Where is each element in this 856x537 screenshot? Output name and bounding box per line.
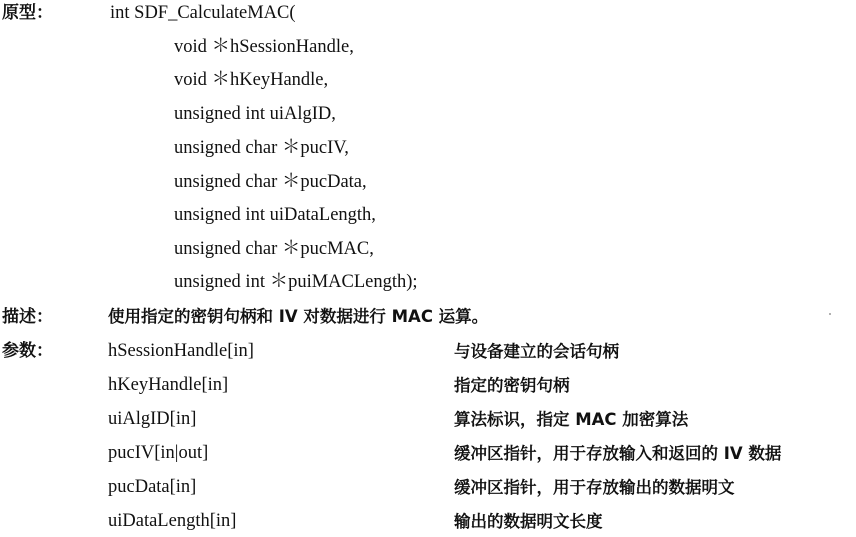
param-description: 缓冲区指针，用于存放输出的数据明文 — [454, 478, 735, 497]
prototype-param-line: unsigned int uiDataLength, — [174, 205, 376, 225]
prototype-param-line: unsigned int ＊puiMACLength); — [174, 272, 418, 292]
param-name: hSessionHandle[in] — [108, 341, 254, 361]
param-name: uiAlgID[in] — [108, 409, 197, 429]
prototype-param-line: void ＊hKeyHandle, — [174, 70, 329, 90]
param-name: uiDataLength[in] — [108, 511, 237, 531]
description-text: 使用指定的密钥句柄和 IV 对数据进行 MAC 运算。 — [108, 307, 489, 326]
param-name: pucIV[in|out] — [108, 443, 209, 463]
prototype-param-line: void ＊hSessionHandle, — [174, 37, 354, 57]
param-name: pucData[in] — [108, 477, 197, 497]
param-description: 缓冲区指针，用于存放输入和返回的 IV 数据 — [454, 444, 782, 463]
param-description: 与设备建立的会话句柄 — [454, 342, 619, 361]
param-description: 输出的数据明文长度 — [454, 512, 603, 531]
description-label: 描述： — [2, 307, 53, 327]
param-description: 指定的密钥句柄 — [454, 376, 570, 395]
parameters-label: 参数： — [2, 341, 53, 361]
prototype-param-line: unsigned int uiAlgID, — [174, 104, 336, 124]
prototype-param-line: unsigned char ＊pucMAC, — [174, 239, 374, 259]
param-name: hKeyHandle[in] — [108, 375, 229, 395]
prototype-label: 原型： — [2, 3, 53, 23]
param-description: 算法标识，指定 MAC 加密算法 — [454, 410, 689, 429]
function-signature: int SDF_CalculateMAC( — [110, 3, 296, 23]
prototype-param-line: unsigned char ＊pucIV, — [174, 138, 349, 158]
scan-speck — [829, 313, 831, 315]
prototype-param-line: unsigned char ＊pucData, — [174, 172, 367, 192]
